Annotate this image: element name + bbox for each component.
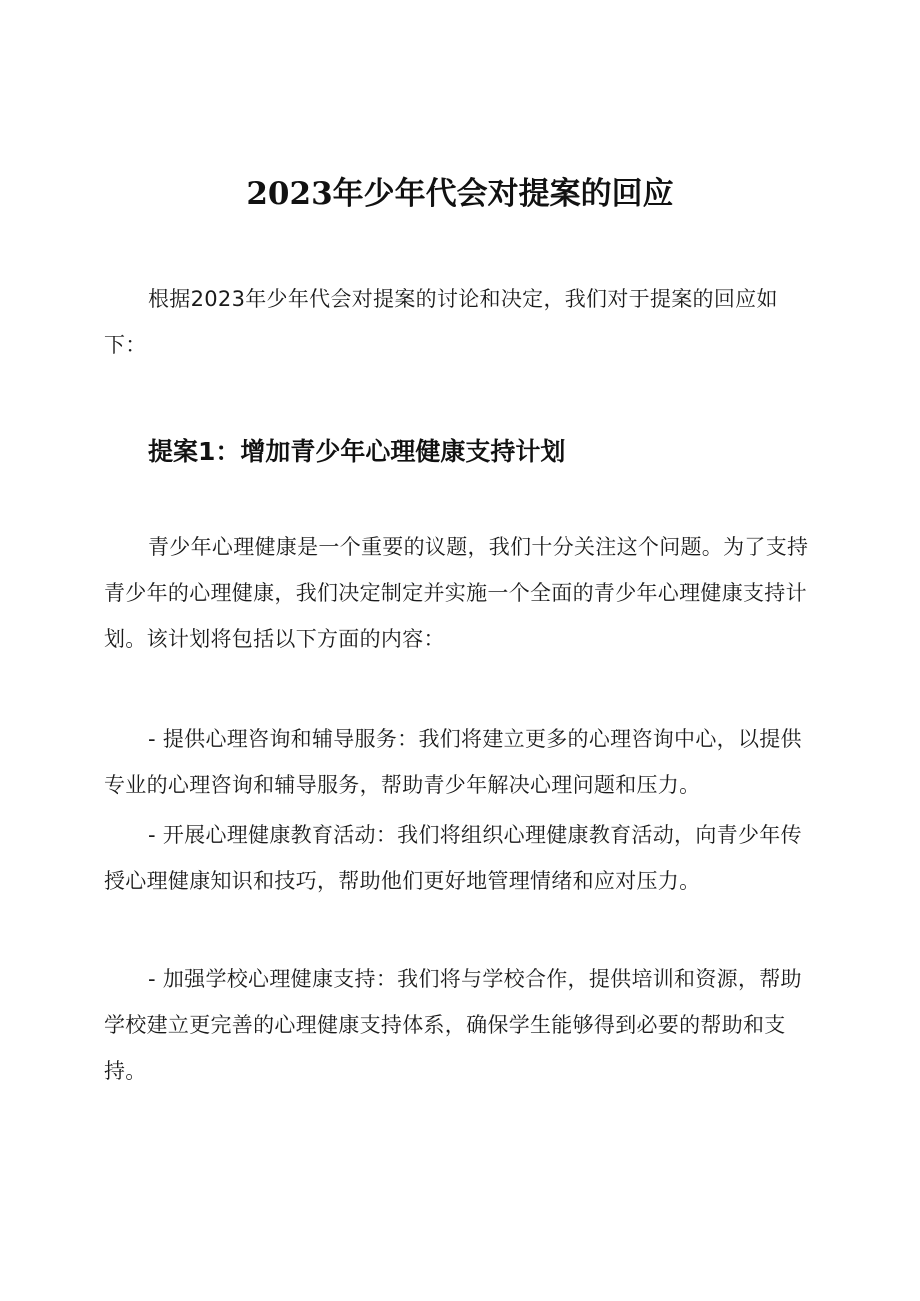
document-title: 2023年少年代会对提案的回应 bbox=[246, 176, 674, 212]
intro-paragraph: 根据2023年少年代会对提案的讨论和决定，我们对于提案的回应如下： bbox=[104, 287, 778, 357]
list-item-education: - 开展心理健康教育活动：我们将组织心理健康教育活动，向青少年传授心理健康知识和技巧，帮助他们更好地管理情绪和应对压力。 bbox=[104, 823, 802, 893]
list-item-school-support: - 加强学校心理健康支持：我们将与学校合作，提供培训和资源，帮助学校建立更完善的心理健康支持体系，确保学生能够得到必要的帮助和支持。 bbox=[104, 967, 802, 1083]
list-item-counseling: - 提供心理咨询和辅导服务：我们将建立更多的心理咨询中心，以提供专业的心理咨询和辅导服务，帮助青少年解决心理问题和压力。 bbox=[104, 727, 802, 797]
proposal-body-paragraph: 青少年心理健康是一个重要的议题，我们十分关注这个问题。为了支持青少年的心理健康，我们决定制定并实施一个全面的青少年心理健康支持计划。该计划将包括以下方面的内容： bbox=[104, 535, 809, 651]
proposal-heading: 提案1：增加青少年心理健康支持计划 bbox=[148, 437, 566, 466]
